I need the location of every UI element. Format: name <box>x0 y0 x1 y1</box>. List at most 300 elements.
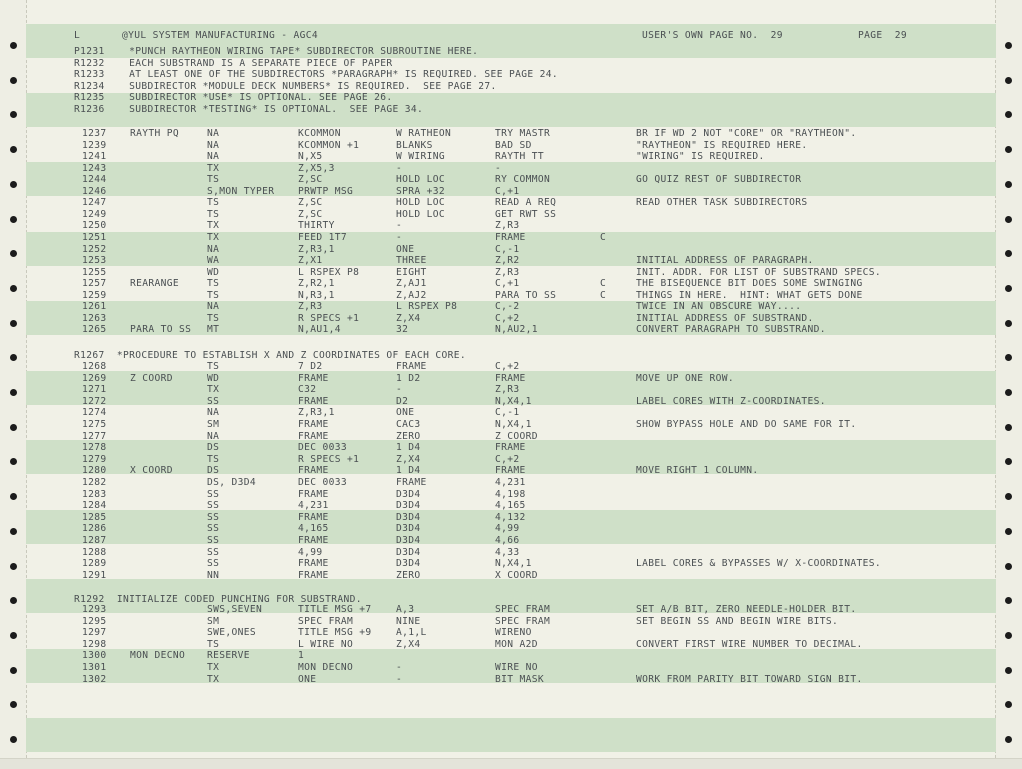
remarks: BR IF WD 2 NOT "CORE" OR "RAYTHEON". <box>636 128 857 139</box>
sprocket-hole <box>10 146 17 153</box>
line-number: 1285 <box>82 511 107 523</box>
sprocket-hole <box>10 563 17 570</box>
address-field-3: C,+2 <box>495 453 520 465</box>
remarks: INITIAL ADDRESS OF SUBSTRAND. <box>636 312 814 324</box>
sprocket-hole <box>10 285 17 292</box>
address-field-2: - <box>396 384 403 396</box>
operation-code: SS <box>207 535 220 546</box>
line-number: 1280 <box>82 465 107 477</box>
address-field-2: HOLD LOC <box>396 197 446 209</box>
sprocket-hole <box>1005 320 1012 327</box>
sprocket-hole <box>10 181 17 188</box>
address-field-1: Z,R3 <box>298 301 323 313</box>
address-field-1: N,X5 <box>298 151 323 163</box>
operation-code: NA <box>207 243 220 255</box>
address-field-1: N,AU1,4 <box>298 324 341 336</box>
address-field-3: Z,R3 <box>495 220 520 232</box>
line-number: 1286 <box>82 523 107 535</box>
sprocket-hole <box>1005 597 1012 604</box>
address-field-2: Z,X4 <box>396 638 421 650</box>
line-number: 1275 <box>82 419 107 430</box>
address-field-1: PRWTP MSG <box>298 185 354 197</box>
address-field-2: D3D4 <box>396 535 421 546</box>
operation-code: WA <box>207 255 220 267</box>
address-field-3: FRAME <box>495 231 526 243</box>
sprocket-hole <box>1005 701 1012 708</box>
operation-code: WD <box>207 266 220 278</box>
address-field-3: RY COMMON <box>495 174 551 186</box>
line-number: 1261 <box>82 301 107 313</box>
address-field-3: 4,33 <box>495 546 520 558</box>
sprocket-hole <box>10 632 17 639</box>
operation-code: SS <box>207 488 220 500</box>
sprocket-hole <box>10 597 17 604</box>
comment-line: R1236 SUBDIRECTOR *TESTING* IS OPTIONAL. SEE PAGE 34. <box>74 104 424 115</box>
remarks: MOVE RIGHT 1 COLUMN. <box>636 465 759 477</box>
address-field-2: W RATHEON <box>396 128 452 139</box>
line-number: 1287 <box>82 535 107 546</box>
line-number: 1243 <box>82 162 107 174</box>
address-field-1: Z,R2,1 <box>298 278 335 290</box>
location-label: RAYTH PQ <box>130 128 180 139</box>
address-field-3: C,-1 <box>495 243 520 255</box>
address-field-3: SPEC FRAM <box>495 604 551 615</box>
address-field-1: Z,SC <box>298 208 323 220</box>
address-field-1: R SPECS +1 <box>298 453 360 465</box>
remarks: TWICE IN AN OBSCURE WAY.... <box>636 301 802 313</box>
sprocket-hole <box>10 250 17 257</box>
remarks: SET BEGIN SS AND BEGIN WIRE BITS. <box>636 615 839 627</box>
line-number: 1269 <box>82 372 107 384</box>
address-field-3: FRAME <box>495 372 526 384</box>
header-page-number: PAGE 29 <box>858 30 908 41</box>
operation-code: NA <box>207 407 220 419</box>
line-number: 1252 <box>82 243 107 255</box>
line-number: 1239 <box>82 139 107 151</box>
address-field-1: FRAME <box>298 430 329 442</box>
line-number: 1295 <box>82 615 107 627</box>
address-field-1: Z,X1 <box>298 255 323 267</box>
address-field-2: EIGHT <box>396 266 427 278</box>
line-number: 1268 <box>82 361 107 372</box>
address-field-1: C32 <box>298 384 317 396</box>
sprocket-hole <box>10 424 17 431</box>
address-field-1: KCOMMON +1 <box>298 139 360 151</box>
operation-code: TX <box>207 162 220 174</box>
operation-code: DS <box>207 442 220 454</box>
line-number: 1291 <box>82 569 107 581</box>
address-field-1: MON DECNO <box>298 662 354 673</box>
line-number: 1272 <box>82 395 107 407</box>
line-number: 1282 <box>82 477 107 488</box>
sprocket-hole <box>1005 424 1012 431</box>
remarks: READ OTHER TASK SUBDIRECTORS <box>636 197 808 209</box>
line-number: 1249 <box>82 208 107 220</box>
address-field-1: KCOMMON <box>298 128 341 139</box>
address-field-2: - <box>396 231 403 243</box>
line-number: 1279 <box>82 453 107 465</box>
address-field-2: D3D4 <box>396 558 421 570</box>
operation-code: TS <box>207 289 220 301</box>
operation-code: NA <box>207 430 220 442</box>
remarks: SET A/B BIT, ZERO NEEDLE-HOLDER BIT. <box>636 604 857 615</box>
address-field-1: 4,231 <box>298 500 329 512</box>
operation-code: TX <box>207 220 220 232</box>
address-field-3: GET RWT SS <box>495 208 557 220</box>
line-number: 1300 <box>82 650 107 662</box>
line-number: 1284 <box>82 500 107 512</box>
address-field-2: ZERO <box>396 569 421 581</box>
address-field-1: TITLE MSG +7 <box>298 604 372 615</box>
sprocket-hole <box>10 736 17 743</box>
operation-code: SS <box>207 511 220 523</box>
sprocket-hole <box>1005 493 1012 500</box>
address-field-2: D3D4 <box>396 511 421 523</box>
address-field-1: 4,165 <box>298 523 329 535</box>
address-field-2: SPRA +32 <box>396 185 446 197</box>
address-field-2: 32 <box>396 324 409 336</box>
address-field-3: WIRE NO <box>495 662 538 673</box>
line-number: 1293 <box>82 604 107 615</box>
address-field-3: C,-1 <box>495 407 520 419</box>
remarks: CONVERT FIRST WIRE NUMBER TO DECIMAL. <box>636 638 863 650</box>
address-field-3: X COORD <box>495 569 538 581</box>
operation-code: SM <box>207 419 220 430</box>
sprocket-hole <box>1005 146 1012 153</box>
address-field-2: HOLD LOC <box>396 174 446 186</box>
address-field-3: TRY MASTR <box>495 128 551 139</box>
operation-code: NA <box>207 151 220 163</box>
address-field-2: D3D4 <box>396 500 421 512</box>
remarks: LABEL CORES WITH Z-COORDINATES. <box>636 395 826 407</box>
line-number: 1297 <box>82 627 107 639</box>
line-number: 1244 <box>82 174 107 186</box>
address-field-3: 4,165 <box>495 500 526 512</box>
bottom-greenbar <box>26 718 996 752</box>
line-number: 1259 <box>82 289 107 301</box>
address-field-3: C,+2 <box>495 312 520 324</box>
address-field-2: Z,X4 <box>396 453 421 465</box>
address-field-3: 4,99 <box>495 523 520 535</box>
address-field-3: 4,66 <box>495 535 520 546</box>
sprocket-hole <box>10 389 17 396</box>
operation-code: TX <box>207 231 220 243</box>
address-field-1: FRAME <box>298 558 329 570</box>
line-number: 1289 <box>82 558 107 570</box>
remarks: CONVERT PARAGRAPH TO SUBSTRAND. <box>636 324 826 336</box>
line-number: 1257 <box>82 278 107 290</box>
operation-code: DS <box>207 465 220 477</box>
operation-code: RESERVE <box>207 650 250 662</box>
address-field-3: SPEC FRAM <box>495 615 551 627</box>
address-field-1: Z,X5,3 <box>298 162 335 174</box>
address-field-2: D3D4 <box>396 546 421 558</box>
address-field-1: SPEC FRAM <box>298 615 354 627</box>
sprocket-hole <box>10 320 17 327</box>
operation-code: TS <box>207 278 220 290</box>
flag-column: C <box>600 231 607 243</box>
remarks: INIT. ADDR. FOR LIST OF SUBSTRAND SPECS. <box>636 266 882 278</box>
address-field-1: Z,R3,1 <box>298 407 335 419</box>
line-number: 1271 <box>82 384 107 396</box>
line-number: 1250 <box>82 220 107 232</box>
line-number: 1255 <box>82 266 107 278</box>
address-field-3: Z,R3 <box>495 384 520 396</box>
sprocket-hole <box>10 667 17 674</box>
line-number: 1274 <box>82 407 107 419</box>
address-field-3: C,+1 <box>495 185 520 197</box>
operation-code: TS <box>207 312 220 324</box>
sprocket-hole <box>1005 354 1012 361</box>
page-perforation <box>0 758 1022 769</box>
address-field-3: 4,231 <box>495 477 526 488</box>
sprocket-hole <box>10 493 17 500</box>
address-field-2: ONE <box>396 407 415 419</box>
address-field-2: FRAME <box>396 477 427 488</box>
remarks: "RAYTHEON" IS REQUIRED HERE. <box>636 139 808 151</box>
sprocket-hole <box>10 458 17 465</box>
address-field-1: Z,SC <box>298 174 323 186</box>
operation-code: SS <box>207 500 220 512</box>
address-field-1: FRAME <box>298 465 329 477</box>
address-field-2: 1 D2 <box>396 372 421 384</box>
address-field-2: - <box>396 673 403 685</box>
sprocket-hole <box>1005 216 1012 223</box>
address-field-2: Z,X4 <box>396 312 421 324</box>
address-field-3: RAYTH TT <box>495 151 545 163</box>
location-label: MON DECNO <box>130 650 186 662</box>
operation-code: SS <box>207 395 220 407</box>
address-field-2: - <box>396 662 403 673</box>
sprocket-hole <box>1005 458 1012 465</box>
comment-line: R1233 AT LEAST ONE OF THE SUBDIRECTORS *PARAGRAPH* IS REQUIRED. SEE PAGE 24. <box>74 69 558 81</box>
operation-code: SS <box>207 546 220 558</box>
remarks: "WIRING" IS REQUIRED. <box>636 151 765 163</box>
sprocket-hole <box>10 111 17 118</box>
address-field-3: C,+2 <box>495 361 520 372</box>
address-field-3: 4,198 <box>495 488 526 500</box>
sprocket-hole <box>1005 250 1012 257</box>
address-field-1: FRAME <box>298 488 329 500</box>
address-field-1: R SPECS +1 <box>298 312 360 324</box>
address-field-3: N,X4,1 <box>495 419 532 430</box>
sprocket-hole <box>10 528 17 535</box>
address-field-2: Z,AJ2 <box>396 289 427 301</box>
address-field-1: FRAME <box>298 511 329 523</box>
flag-column: C <box>600 289 607 301</box>
operation-code: TX <box>207 384 220 396</box>
line-number: 1298 <box>82 638 107 650</box>
address-field-3: N,AU2,1 <box>495 324 538 336</box>
sprocket-hole <box>1005 181 1012 188</box>
address-field-1: Z,SC <box>298 197 323 209</box>
address-field-2: CAC3 <box>396 419 421 430</box>
operation-code: SS <box>207 523 220 535</box>
sprocket-hole <box>1005 389 1012 396</box>
operation-code: DS, D3D4 <box>207 477 257 488</box>
operation-code: TS <box>207 453 220 465</box>
operation-code: SS <box>207 558 220 570</box>
sprocket-hole <box>1005 632 1012 639</box>
line-number: 1302 <box>82 673 107 685</box>
line-number: 1246 <box>82 185 107 197</box>
address-field-3: Z,R3 <box>495 266 520 278</box>
address-field-3: - <box>495 162 502 174</box>
operation-code: S,MON TYPER <box>207 185 275 197</box>
address-field-2: D3D4 <box>396 523 421 535</box>
operation-code: SWE,ONES <box>207 627 257 639</box>
address-field-3: Z,R2 <box>495 255 520 267</box>
line-number: 1277 <box>82 430 107 442</box>
sprocket-hole <box>10 701 17 708</box>
procedure-title-coordinates: R1267 *PROCEDURE TO ESTABLISH X AND Z COORDINATES OF EACH CORE. <box>74 350 467 361</box>
remarks: LABEL CORES & BYPASSES W/ X-COORDINATES. <box>636 558 882 570</box>
remarks: THINGS IN HERE. HINT: WHAT GETS DONE <box>636 289 863 301</box>
address-field-1: DEC 0033 <box>298 442 348 454</box>
remarks: GO QUIZ REST OF SUBDIRECTOR <box>636 174 802 186</box>
address-field-1: DEC 0033 <box>298 477 348 488</box>
flag-column: C <box>600 278 607 290</box>
sprocket-hole <box>1005 111 1012 118</box>
address-field-1: FRAME <box>298 535 329 546</box>
address-field-1: N,R3,1 <box>298 289 335 301</box>
address-field-2: HOLD LOC <box>396 208 446 220</box>
address-field-1: FRAME <box>298 372 329 384</box>
sprocket-hole <box>10 354 17 361</box>
address-field-3: READ A REQ <box>495 197 557 209</box>
line-number: 1251 <box>82 231 107 243</box>
operation-code: TS <box>207 197 220 209</box>
address-field-3: WIRENO <box>495 627 532 639</box>
address-field-2: L RSPEX P8 <box>396 301 458 313</box>
comment-line: P1231 *PUNCH RAYTHEON WIRING TAPE* SUBDIRECTOR SUBROUTINE HERE. <box>74 46 479 57</box>
address-field-2: FRAME <box>396 361 427 372</box>
address-field-1: THIRTY <box>298 220 335 232</box>
line-number: 1301 <box>82 662 107 673</box>
address-field-2: - <box>396 162 403 174</box>
address-field-1: ONE <box>298 673 317 685</box>
address-field-1: FRAME <box>298 395 329 407</box>
address-field-1: L WIRE NO <box>298 638 354 650</box>
operation-code: SM <box>207 615 220 627</box>
remarks: SHOW BYPASS HOLE AND DO SAME FOR IT. <box>636 419 857 430</box>
remarks: INITIAL ADDRESS OF PARAGRAPH. <box>636 255 814 267</box>
sprocket-hole <box>1005 528 1012 535</box>
address-field-2: ONE <box>396 243 415 255</box>
address-field-1: FRAME <box>298 569 329 581</box>
procedure-title-coded-punching: R1292 INITIALIZE CODED PUNCHING FOR SUBSTRAND. <box>74 594 362 605</box>
header-system: @YUL SYSTEM MANUFACTURING - AGC4 <box>122 30 319 41</box>
line-number: 1283 <box>82 488 107 500</box>
address-field-2: D2 <box>396 395 409 407</box>
operation-code: NA <box>207 139 220 151</box>
location-label: Z COORD <box>130 372 173 384</box>
location-label: REARANGE <box>130 278 180 290</box>
header-user-page: USER'S OWN PAGE NO. 29 <box>642 30 783 41</box>
address-field-1: 4,99 <box>298 546 323 558</box>
address-field-3: FRAME <box>495 442 526 454</box>
address-field-1: L RSPEX P8 <box>298 266 360 278</box>
remarks: MOVE UP ONE ROW. <box>636 372 735 384</box>
address-field-3: Z COORD <box>495 430 538 442</box>
remarks: WORK FROM PARITY BIT TOWARD SIGN BIT. <box>636 673 863 685</box>
line-number: 1247 <box>82 197 107 209</box>
address-field-3: MON A2D <box>495 638 538 650</box>
address-field-2: - <box>396 220 403 232</box>
operation-code: TS <box>207 174 220 186</box>
address-field-2: W WIRING <box>396 151 446 163</box>
address-field-3: PARA TO SS <box>495 289 557 301</box>
comment-line: R1234 SUBDIRECTOR *MODULE DECK NUMBERS* IS REQUIRED. SEE PAGE 27. <box>74 80 497 92</box>
line-number: 1278 <box>82 442 107 454</box>
location-label: PARA TO SS <box>130 324 192 336</box>
operation-code: TS <box>207 361 220 372</box>
header-marker: L <box>74 30 81 41</box>
address-field-2: 1 D4 <box>396 442 421 454</box>
address-field-2: Z,AJ1 <box>396 278 427 290</box>
address-field-3: 4,132 <box>495 511 526 523</box>
sprocket-hole <box>1005 563 1012 570</box>
comment-line: R1235 SUBDIRECTOR *USE* IS OPTIONAL. SEE PAGE 26. <box>74 92 393 104</box>
address-field-1: FEED 1T7 <box>298 231 348 243</box>
address-field-2: THREE <box>396 255 427 267</box>
operation-code: TX <box>207 662 220 673</box>
address-field-3: C,-2 <box>495 301 520 313</box>
operation-code: MT <box>207 324 220 336</box>
address-field-3: BAD SD <box>495 139 532 151</box>
operation-code: NA <box>207 301 220 313</box>
address-field-3: N,X4,1 <box>495 395 532 407</box>
address-field-3: C,+1 <box>495 278 520 290</box>
address-field-1: TITLE MSG +9 <box>298 627 372 639</box>
address-field-2: D3D4 <box>396 488 421 500</box>
operation-code: SWS,SEVEN <box>207 604 263 615</box>
address-field-3: BIT MASK <box>495 673 545 685</box>
operation-code: TS <box>207 208 220 220</box>
address-field-2: NINE <box>396 615 421 627</box>
line-number: 1253 <box>82 255 107 267</box>
address-field-1: FRAME <box>298 419 329 430</box>
address-field-3: N,X4,1 <box>495 558 532 570</box>
address-field-2: BLANKS <box>396 139 433 151</box>
line-number: 1263 <box>82 312 107 324</box>
address-field-1: 1 <box>298 650 305 662</box>
comment-line: R1232 EACH SUBSTRAND IS A SEPARATE PIECE OF PAPER <box>74 57 393 69</box>
operation-code: NN <box>207 569 220 581</box>
address-field-3: FRAME <box>495 465 526 477</box>
address-field-2: A,1,L <box>396 627 427 639</box>
location-label: X COORD <box>130 465 173 477</box>
address-field-2: ZERO <box>396 430 421 442</box>
address-field-1: 7 D2 <box>298 361 323 372</box>
operation-code: WD <box>207 372 220 384</box>
line-number: 1237 <box>82 128 107 139</box>
operation-code: TX <box>207 673 220 685</box>
address-field-1: Z,R3,1 <box>298 243 335 255</box>
sprocket-hole <box>1005 736 1012 743</box>
address-field-2: 1 D4 <box>396 465 421 477</box>
address-field-2: A,3 <box>396 604 415 615</box>
sprocket-hole <box>10 216 17 223</box>
line-number: 1265 <box>82 324 107 336</box>
line-number: 1241 <box>82 151 107 163</box>
operation-code: TS <box>207 638 220 650</box>
operation-code: NA <box>207 128 220 139</box>
sprocket-hole <box>1005 285 1012 292</box>
sprocket-hole <box>1005 667 1012 674</box>
line-number: 1288 <box>82 546 107 558</box>
remarks: THE BISEQUENCE BIT DOES SOME SWINGING <box>636 278 863 290</box>
